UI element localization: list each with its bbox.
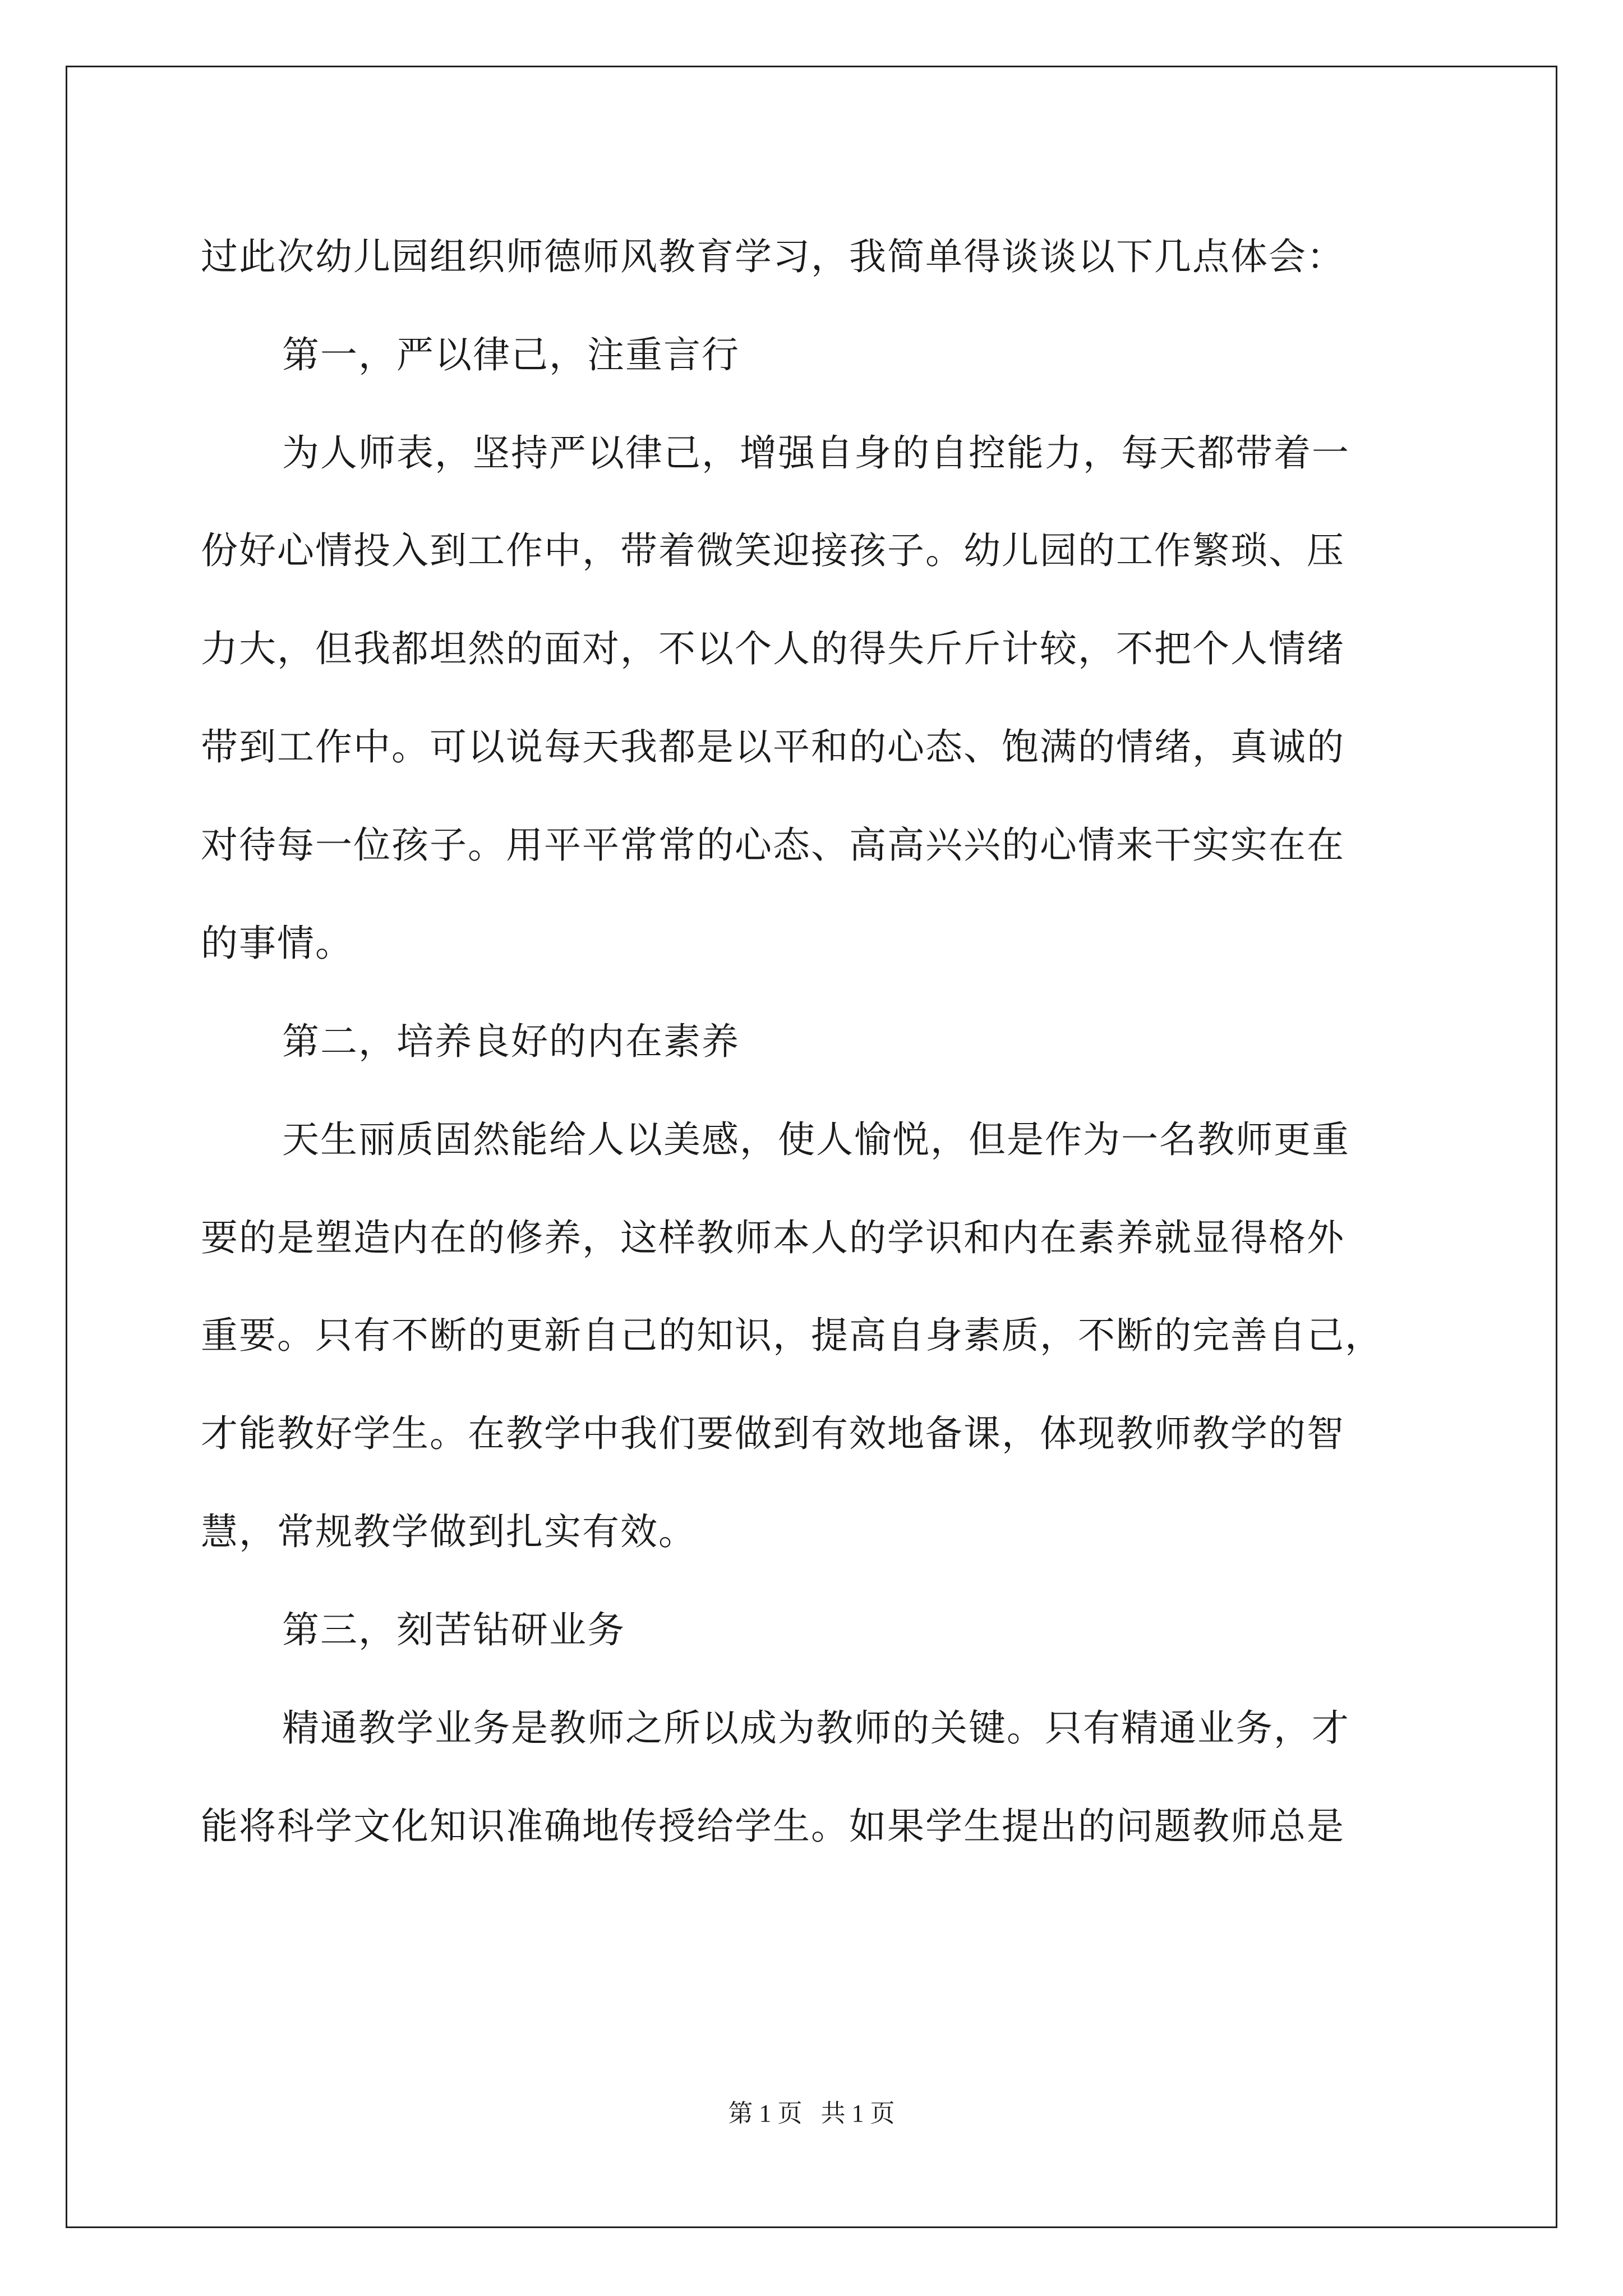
paragraph-1-line-5: 对待每一位孩子。用平平常常的心态、高高兴兴的心情来干实实在在 (201, 823, 1345, 867)
paragraph-1-line-2: 份好心情投入到工作中，带着微笑迎接孩子。幼儿园的工作繁琐、压 (201, 529, 1345, 572)
paragraph-1-line-1: 为人师表，坚持严以律己，增强自身的自控能力，每天都带着一 (282, 431, 1350, 475)
section-heading-1: 第一，严以律己，注重言行 (282, 333, 740, 376)
paragraph-3-line-1: 精通教学业务是教师之所以成为教师的关键。只有精通业务，才 (282, 1706, 1350, 1750)
paragraph-1-line-3: 力大，但我都坦然的面对，不以个人的得失斤斤计较，不把个人情绪 (201, 627, 1345, 670)
paragraph-3-line-2: 能将科学文化知识准确地传授给学生。如果学生提出的问题教师总是 (201, 1805, 1345, 1848)
body-line-1: 过此次幼儿园组织师德师风教育学习，我简单得谈谈以下几点体会： (201, 235, 1345, 278)
paragraph-2-line-1: 天生丽质固然能给人以美感，使人愉悦，但是作为一名教师更重 (282, 1118, 1350, 1161)
section-heading-3: 第三，刻苦钻研业务 (282, 1608, 625, 1651)
paragraph-2-line-4: 才能教好学生。在教学中我们要做到有效地备课，体现教师教学的智 (201, 1412, 1345, 1455)
paragraph-2-line-5: 慧，常规教学做到扎实有效。 (201, 1510, 697, 1553)
page-footer: 第 1 页 共 1 页 (728, 2100, 895, 2127)
paragraph-2-line-2: 要的是塑造内在的修养，这样教师本人的学识和内在素养就显得格外 (201, 1216, 1345, 1259)
section-heading-2: 第二，培养良好的内在素养 (282, 1020, 740, 1063)
paragraph-2-line-3: 重要。只有不断的更新自己的知识，提高自身素质，不断的完善自己， (201, 1314, 1383, 1357)
paragraph-1-line-4: 带到工作中。可以说每天我都是以平和的心态、饱满的情绪，真诚的 (201, 725, 1345, 769)
paragraph-1-line-6: 的事情。 (201, 922, 353, 965)
